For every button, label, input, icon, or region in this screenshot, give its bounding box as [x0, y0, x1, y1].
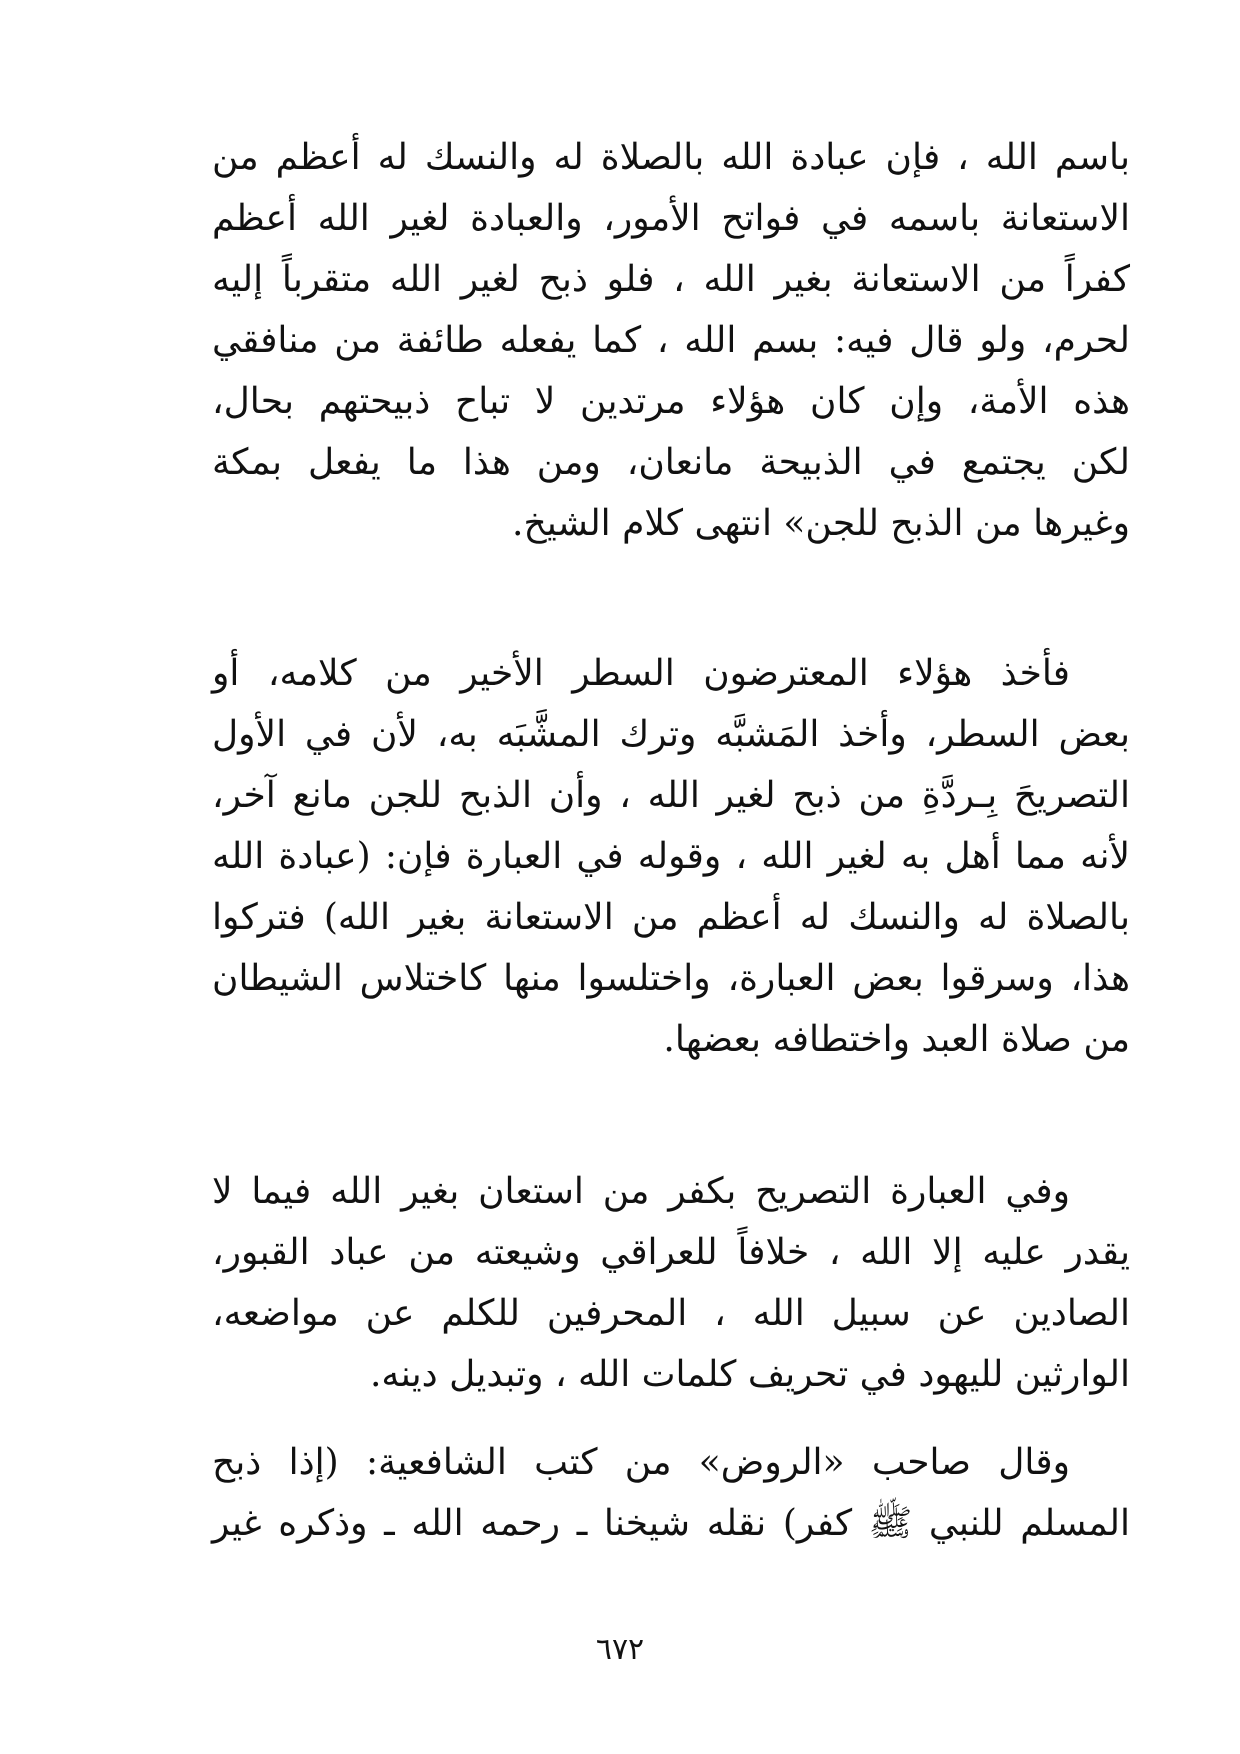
- text-line: لأنه مما أهل به لغير الله ، وقوله في العبارة فإن: (عبادة الله: [212, 836, 1130, 877]
- paragraph-2: [212, 643, 1130, 1070]
- paragraph-4: [212, 1432, 1130, 1554]
- text-line: بالصلاة له والنسك له أعظم من الاستعانة بغير الله) فتركوا: [212, 897, 1130, 938]
- paragraph-3: [212, 1161, 1130, 1405]
- text-line: وغيرها من الذبح للجن» انتهى كلام الشيخ.: [512, 503, 1130, 544]
- text-line: لحرم، ولو قال فيه: بسم الله ، كما يفعله طائفة من منافقي: [212, 320, 1130, 361]
- text-line: كفراً من الاستعانة بغير الله ، فلو ذبح لغير الله متقرباً إليه: [212, 259, 1130, 300]
- text-line: الاستعانة باسمه في فواتح الأمور، والعبادة لغير الله أعظم: [212, 198, 1130, 239]
- text-line: لكن يجتمع في الذبيحة مانعان، ومن هذا ما يفعل بمكة: [212, 442, 1130, 483]
- text-line: من صلاة العبد واختطافه بعضها.: [663, 1019, 1130, 1060]
- text-line: هذا، وسرقوا بعض العبارة، واختلسوا منها كاختلاس الشيطان: [212, 958, 1131, 999]
- text-line: فأخذ هؤلاء المعترضون السطر الأخير من كلامه، أو: [212, 653, 1071, 694]
- text-line: وفي العبارة التصريح بكفر من استعان بغير الله فيما لا: [212, 1171, 1070, 1212]
- paragraph-1: [212, 127, 1130, 554]
- page-number: ٦٧٢: [595, 1632, 645, 1667]
- text-line: الصادين عن سبيل الله ، المحرفين للكلم عن مواضعه،: [212, 1293, 1130, 1334]
- text-line: هذه الأمة، وإن كان هؤلاء مرتدين لا تباح ذبيحتهم بحال،: [212, 381, 1130, 422]
- text-line: المسلم للنبي ﷺ كفر) نقله شيخنا ـ رحمه الله ـ وذكره غير: [212, 1503, 1130, 1544]
- text-line: الوارثين لليهود في تحريف كلمات الله ، وتبديل دينه.: [369, 1354, 1130, 1395]
- text-line: وقال صاحب «الروض» من كتب الشافعية: (إذا ذبح: [212, 1442, 1070, 1483]
- text-line: التصريحَ بِـردَّةِ من ذبح لغير الله ، وأن الذبح للجن مانع آخر،: [212, 775, 1130, 816]
- text-line: بعض السطر، وأخذ المَشبَّه وترك المشَّبَه به، لأن في الأول: [212, 714, 1130, 755]
- text-line: يقدر عليه إلا الله ، خلافاً للعراقي وشيعته من عباد القبور،: [212, 1232, 1130, 1273]
- text-line: باسم الله ، فإن عبادة الله بالصلاة له والنسك له أعظم من: [212, 137, 1130, 178]
